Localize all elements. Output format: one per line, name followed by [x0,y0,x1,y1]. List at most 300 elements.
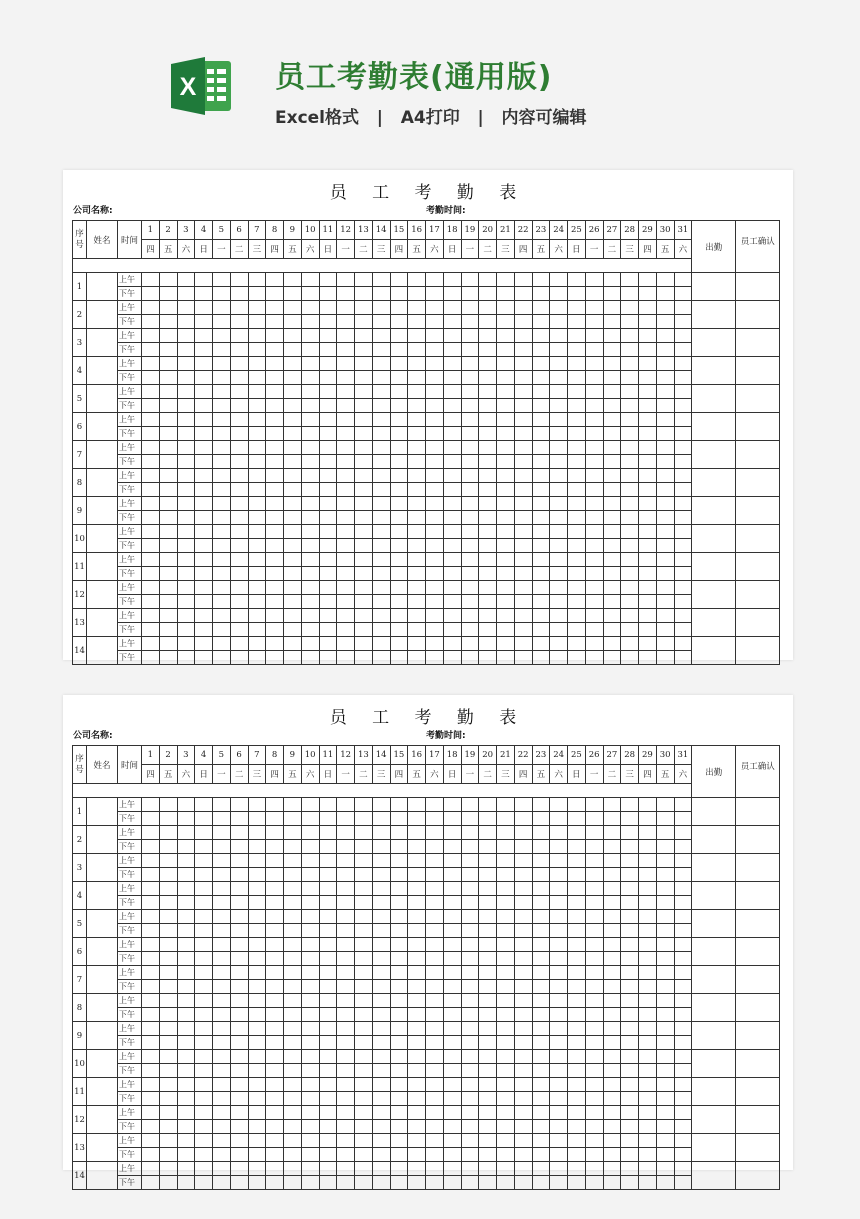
attendance-cell[interactable] [532,455,550,469]
attendance-cell[interactable] [426,371,444,385]
attendance-cell[interactable] [674,343,692,357]
name-cell[interactable] [87,1106,118,1134]
attendance-cell[interactable] [514,469,532,483]
confirm-cell[interactable] [736,581,780,609]
attendance-cell[interactable] [550,385,568,399]
attendance-cell[interactable] [284,553,302,567]
attendance-cell[interactable] [159,497,177,511]
attendance-cell[interactable] [656,1064,674,1078]
attendance-cell[interactable] [568,469,586,483]
attendance-cell[interactable] [426,455,444,469]
attendance-cell[interactable] [195,637,213,651]
attendance-cell[interactable] [497,1008,515,1022]
attendance-cell[interactable] [603,273,621,287]
attendance-cell[interactable] [443,840,461,854]
attendance-cell[interactable] [284,637,302,651]
attendance-cell[interactable] [532,896,550,910]
attendance-cell[interactable] [159,994,177,1008]
attendance-cell[interactable] [639,868,657,882]
attendance-cell[interactable] [532,910,550,924]
attendance-cell[interactable] [514,609,532,623]
attendance-cell[interactable] [585,1036,603,1050]
attendance-cell[interactable] [266,553,284,567]
attendance-cell[interactable] [142,595,160,609]
attendance-cell[interactable] [337,567,355,581]
attendance-cell[interactable] [177,1148,195,1162]
attendance-cell[interactable] [301,994,319,1008]
attendance-cell[interactable] [372,371,390,385]
attendance-cell[interactable] [177,553,195,567]
attendance-cell[interactable] [408,455,426,469]
attendance-cell[interactable] [408,868,426,882]
attendance-cell[interactable] [656,1106,674,1120]
attendance-cell[interactable] [142,1008,160,1022]
attendance-cell[interactable] [266,469,284,483]
attendance-cell[interactable] [337,1148,355,1162]
attendance-cell[interactable] [319,840,337,854]
attendance-cell[interactable] [639,329,657,343]
attendance-cell[interactable] [568,938,586,952]
attendance-cell[interactable] [213,826,231,840]
attendance-cell[interactable] [639,553,657,567]
attendance-cell[interactable] [319,1148,337,1162]
attendance-cell[interactable] [372,511,390,525]
attendance-cell[interactable] [248,910,266,924]
attendance-cell[interactable] [159,385,177,399]
attendance-cell[interactable] [621,1092,639,1106]
attendance-cell[interactable] [461,315,479,329]
attendance-cell[interactable] [532,525,550,539]
attendance-cell[interactable] [284,952,302,966]
attendance-cell[interactable] [195,441,213,455]
attendance-cell[interactable] [159,938,177,952]
attendance-cell[interactable] [408,1120,426,1134]
attendance-cell[interactable] [656,651,674,665]
attendance-cell[interactable] [390,469,408,483]
attendance-cell[interactable] [408,567,426,581]
attendance-cell[interactable] [550,1022,568,1036]
attendance-cell[interactable] [621,511,639,525]
attendance-cell[interactable] [284,826,302,840]
attendance-cell[interactable] [461,1162,479,1176]
attendance-cell[interactable] [639,1036,657,1050]
attendance-cell[interactable] [621,427,639,441]
attendance-cell[interactable] [337,287,355,301]
attendance-cell[interactable] [621,567,639,581]
attendance-cell[interactable] [195,952,213,966]
attendance-cell[interactable] [248,1176,266,1190]
attendance-cell[interactable] [337,1176,355,1190]
attendance-cell[interactable] [532,357,550,371]
attendance-cell[interactable] [514,511,532,525]
attendance-cell[interactable] [284,315,302,329]
attendance-cell[interactable] [284,455,302,469]
attendance-cell[interactable] [603,301,621,315]
attendance-cell[interactable] [213,623,231,637]
attendance-cell[interactable] [337,1036,355,1050]
attendance-cell[interactable] [195,1036,213,1050]
attendance-cell[interactable] [461,938,479,952]
attendance-cell[interactable] [514,1022,532,1036]
attendance-cell[interactable] [390,525,408,539]
attendance-cell[interactable] [301,637,319,651]
attendance-cell[interactable] [337,539,355,553]
attendance-cell[interactable] [390,455,408,469]
attendance-cell[interactable] [159,826,177,840]
attendance-cell[interactable] [195,924,213,938]
attendance-cell[interactable] [248,553,266,567]
attendance-cell[interactable] [639,1064,657,1078]
attendance-cell[interactable] [142,273,160,287]
attendance-cell[interactable] [514,483,532,497]
attendance-cell[interactable] [319,469,337,483]
name-cell[interactable] [87,826,118,854]
confirm-cell[interactable] [736,441,780,469]
attendance-cell[interactable] [355,413,373,427]
attendance-cell[interactable] [319,952,337,966]
attendance-cell[interactable] [656,952,674,966]
attendance-cell[interactable] [355,385,373,399]
attendance-cell[interactable] [443,651,461,665]
attendance-cell[interactable] [284,385,302,399]
attendance-cell[interactable] [550,455,568,469]
attendance-cell[interactable] [532,938,550,952]
attendance-cell[interactable] [656,840,674,854]
attendance-cell[interactable] [195,455,213,469]
attendance-cell[interactable] [426,1092,444,1106]
attendance-cell[interactable] [195,497,213,511]
attendance-cell[interactable] [408,413,426,427]
attendance-cell[interactable] [266,1008,284,1022]
attendance-cell[interactable] [372,1148,390,1162]
attendance-cell[interactable] [479,497,497,511]
attendance-cell[interactable] [284,1078,302,1092]
attendance-cell[interactable] [479,539,497,553]
attendance-cell[interactable] [372,623,390,637]
attendance-cell[interactable] [603,1176,621,1190]
attendance-cell[interactable] [195,882,213,896]
attendance-cell[interactable] [195,595,213,609]
attendance-cell[interactable] [372,651,390,665]
attendance-cell[interactable] [142,910,160,924]
attendance-cell[interactable] [621,343,639,357]
attendance-cell[interactable] [639,301,657,315]
attendance-cell[interactable] [479,1064,497,1078]
attendance-cell[interactable] [266,287,284,301]
attendance-cell[interactable] [514,980,532,994]
attendance-cell[interactable] [195,1134,213,1148]
attendance-cell[interactable] [461,952,479,966]
name-cell[interactable] [87,301,118,329]
attendance-cell[interactable] [674,413,692,427]
attendance-cell[interactable] [390,497,408,511]
attendance-cell[interactable] [532,539,550,553]
attendance-cell[interactable] [266,798,284,812]
attendance-cell[interactable] [142,455,160,469]
attendance-cell[interactable] [355,980,373,994]
attendance-cell[interactable] [443,1176,461,1190]
attendance-cell[interactable] [443,511,461,525]
attendance-cell[interactable] [532,1008,550,1022]
attendance-cell[interactable] [390,896,408,910]
attendance-cell[interactable] [621,273,639,287]
attendance-cell[interactable] [355,1036,373,1050]
attendance-cell[interactable] [497,840,515,854]
attendance-cell[interactable] [390,840,408,854]
attendance-cell[interactable] [319,539,337,553]
attendance-cell[interactable] [479,896,497,910]
attendance-cell[interactable] [372,980,390,994]
attendance-cell[interactable] [159,483,177,497]
attendance-cell[interactable] [195,980,213,994]
attendance-cell[interactable] [355,455,373,469]
attendance-cell[interactable] [514,651,532,665]
attendance-cell[interactable] [426,1064,444,1078]
attendance-cell[interactable] [639,441,657,455]
attendance-cell[interactable] [195,938,213,952]
attendance-cell[interactable] [443,882,461,896]
attendance-cell[interactable] [426,1022,444,1036]
attendance-cell[interactable] [603,882,621,896]
attendance-cell[interactable] [603,812,621,826]
attendance-cell[interactable] [497,1148,515,1162]
attendance-cell[interactable] [479,637,497,651]
attendance-cell[interactable] [461,1134,479,1148]
attendance-cell[interactable] [639,910,657,924]
attendance-cell[interactable] [461,329,479,343]
name-cell[interactable] [87,1162,118,1190]
attendance-cell[interactable] [248,924,266,938]
attendance-cell[interactable] [585,854,603,868]
attendance-cell[interactable] [568,994,586,1008]
name-cell[interactable] [87,938,118,966]
attendance-cell[interactable] [532,1162,550,1176]
attendance-cell[interactable] [159,273,177,287]
attendance-cell[interactable] [213,924,231,938]
attendance-cell[interactable] [266,896,284,910]
attendance-cell[interactable] [355,483,373,497]
attendance-cell[interactable] [426,483,444,497]
attendance-cell[interactable] [461,539,479,553]
attendance-cell[interactable] [656,994,674,1008]
attendance-cell[interactable] [585,1092,603,1106]
attendance-cell[interactable] [497,399,515,413]
attendance-cell[interactable] [585,539,603,553]
attendance-cell[interactable] [479,994,497,1008]
attendance-cell[interactable] [337,854,355,868]
attendance-cell[interactable] [213,966,231,980]
attendance-total-cell[interactable] [692,385,736,413]
attendance-cell[interactable] [301,273,319,287]
attendance-cell[interactable] [213,581,231,595]
attendance-cell[interactable] [177,399,195,413]
attendance-cell[interactable] [585,525,603,539]
attendance-cell[interactable] [443,581,461,595]
attendance-cell[interactable] [585,1162,603,1176]
attendance-cell[interactable] [443,1022,461,1036]
attendance-cell[interactable] [248,287,266,301]
attendance-cell[interactable] [248,469,266,483]
attendance-cell[interactable] [337,329,355,343]
attendance-cell[interactable] [213,553,231,567]
attendance-cell[interactable] [177,427,195,441]
attendance-cell[interactable] [461,469,479,483]
attendance-cell[interactable] [319,371,337,385]
attendance-cell[interactable] [514,938,532,952]
attendance-cell[interactable] [195,812,213,826]
attendance-cell[interactable] [159,966,177,980]
attendance-cell[interactable] [355,427,373,441]
attendance-cell[interactable] [479,812,497,826]
attendance-cell[interactable] [301,623,319,637]
attendance-cell[interactable] [372,581,390,595]
attendance-cell[interactable] [479,840,497,854]
attendance-cell[interactable] [532,798,550,812]
attendance-cell[interactable] [656,938,674,952]
attendance-cell[interactable] [230,798,248,812]
attendance-cell[interactable] [372,455,390,469]
attendance-cell[interactable] [603,651,621,665]
attendance-cell[interactable] [461,1078,479,1092]
attendance-cell[interactable] [568,924,586,938]
attendance-cell[interactable] [230,1176,248,1190]
attendance-cell[interactable] [497,1022,515,1036]
attendance-cell[interactable] [266,371,284,385]
attendance-cell[interactable] [479,357,497,371]
attendance-cell[interactable] [177,385,195,399]
confirm-cell[interactable] [736,938,780,966]
attendance-cell[interactable] [443,315,461,329]
attendance-cell[interactable] [195,385,213,399]
attendance-cell[interactable] [408,595,426,609]
attendance-cell[interactable] [213,483,231,497]
attendance-total-cell[interactable] [692,1162,736,1190]
attendance-cell[interactable] [568,1064,586,1078]
attendance-cell[interactable] [301,539,319,553]
attendance-cell[interactable] [266,924,284,938]
attendance-cell[interactable] [195,1050,213,1064]
confirm-cell[interactable] [736,609,780,637]
attendance-cell[interactable] [213,609,231,623]
attendance-cell[interactable] [568,525,586,539]
attendance-cell[interactable] [603,1106,621,1120]
attendance-cell[interactable] [408,1036,426,1050]
attendance-cell[interactable] [213,1078,231,1092]
attendance-cell[interactable] [568,497,586,511]
attendance-cell[interactable] [426,427,444,441]
attendance-cell[interactable] [674,441,692,455]
attendance-total-cell[interactable] [692,609,736,637]
attendance-cell[interactable] [301,399,319,413]
attendance-cell[interactable] [639,315,657,329]
attendance-cell[interactable] [585,595,603,609]
attendance-cell[interactable] [248,966,266,980]
attendance-cell[interactable] [568,567,586,581]
attendance-cell[interactable] [479,924,497,938]
attendance-cell[interactable] [443,273,461,287]
attendance-cell[interactable] [532,826,550,840]
attendance-cell[interactable] [142,1064,160,1078]
attendance-cell[interactable] [443,497,461,511]
attendance-cell[interactable] [390,1162,408,1176]
attendance-cell[interactable] [284,413,302,427]
attendance-cell[interactable] [621,637,639,651]
attendance-cell[interactable] [142,511,160,525]
attendance-cell[interactable] [248,854,266,868]
attendance-cell[interactable] [213,868,231,882]
attendance-cell[interactable] [284,994,302,1008]
attendance-cell[interactable] [301,357,319,371]
confirm-cell[interactable] [736,994,780,1022]
attendance-cell[interactable] [372,343,390,357]
attendance-cell[interactable] [319,882,337,896]
attendance-cell[interactable] [656,1050,674,1064]
attendance-cell[interactable] [355,441,373,455]
attendance-cell[interactable] [177,1120,195,1134]
attendance-cell[interactable] [390,609,408,623]
attendance-cell[interactable] [497,868,515,882]
attendance-cell[interactable] [337,1134,355,1148]
attendance-cell[interactable] [159,413,177,427]
attendance-cell[interactable] [284,1092,302,1106]
attendance-cell[interactable] [372,441,390,455]
attendance-cell[interactable] [372,399,390,413]
attendance-cell[interactable] [159,1050,177,1064]
attendance-cell[interactable] [639,826,657,840]
confirm-cell[interactable] [736,357,780,385]
attendance-cell[interactable] [266,609,284,623]
attendance-cell[interactable] [656,553,674,567]
attendance-cell[interactable] [355,609,373,623]
attendance-cell[interactable] [319,896,337,910]
attendance-cell[interactable] [639,455,657,469]
attendance-cell[interactable] [284,798,302,812]
attendance-cell[interactable] [248,1078,266,1092]
attendance-cell[interactable] [319,609,337,623]
attendance-cell[interactable] [372,938,390,952]
attendance-cell[interactable] [390,1022,408,1036]
attendance-cell[interactable] [266,826,284,840]
attendance-cell[interactable] [177,924,195,938]
attendance-cell[interactable] [266,315,284,329]
attendance-cell[interactable] [177,1176,195,1190]
attendance-cell[interactable] [177,994,195,1008]
attendance-cell[interactable] [479,595,497,609]
attendance-cell[interactable] [248,371,266,385]
attendance-cell[interactable] [248,343,266,357]
attendance-cell[interactable] [248,273,266,287]
attendance-cell[interactable] [301,1106,319,1120]
attendance-cell[interactable] [479,1008,497,1022]
attendance-cell[interactable] [497,651,515,665]
attendance-cell[interactable] [426,301,444,315]
attendance-cell[interactable] [301,581,319,595]
attendance-cell[interactable] [568,854,586,868]
attendance-cell[interactable] [479,469,497,483]
name-cell[interactable] [87,1134,118,1162]
attendance-cell[interactable] [461,1120,479,1134]
attendance-cell[interactable] [621,924,639,938]
attendance-cell[interactable] [674,938,692,952]
attendance-cell[interactable] [372,966,390,980]
attendance-cell[interactable] [674,812,692,826]
attendance-cell[interactable] [461,1022,479,1036]
attendance-cell[interactable] [674,1064,692,1078]
attendance-cell[interactable] [674,1106,692,1120]
attendance-cell[interactable] [621,1120,639,1134]
attendance-cell[interactable] [568,1036,586,1050]
attendance-cell[interactable] [426,938,444,952]
